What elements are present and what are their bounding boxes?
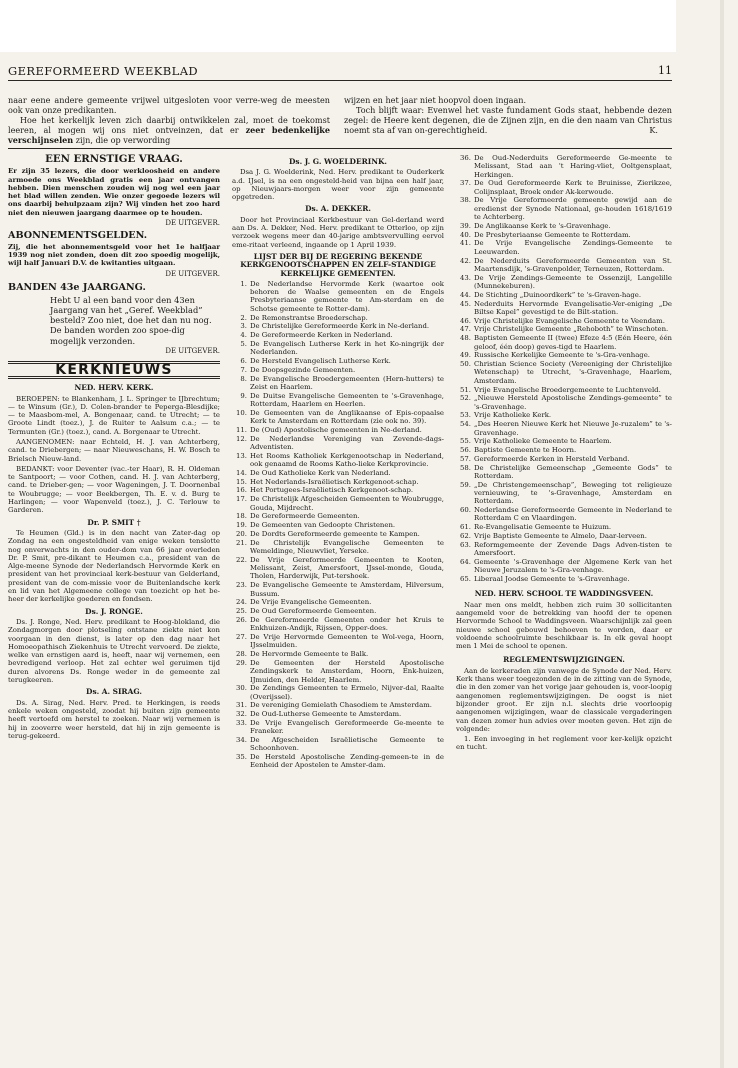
list-item-number: 22. <box>236 555 247 564</box>
list-item-text: De Oud Gereformeerde Gemeenten. <box>250 607 377 616</box>
list-item-number: 3. <box>240 322 247 331</box>
list-item-text: De (Oud) Apostolische gemeenten in Ne-derland. <box>250 425 422 434</box>
list-item-text: De Vrije Zendings-Gemeente te Ossenzijl, Langelille (Munnekeburen). <box>474 273 672 290</box>
list-item <box>456 257 672 274</box>
list-item-number: 5. <box>240 339 247 348</box>
list-item-text: Baptiste Gemeente te Hoorn. <box>474 446 577 455</box>
list-item-number: 62. <box>460 532 471 541</box>
list-item-text: De Hersteld Apostolische Zending-gemeen-te in de Eenheid der Apostelen te Amster-dam. <box>250 753 444 770</box>
list-item <box>456 300 672 317</box>
list-item-number: 44. <box>460 290 471 299</box>
list-item-number: 2. <box>240 313 247 322</box>
reglement-text: Aan de kerkeraden zijn vanwege de Synode der Ned. Herv. Kerk thans weer toegezonden de in de zitting van de Synode, die in den zomer van het vorige jaar gehouden is, voor-loopig aangenomen reglementswijzigingen. De oogst is niet bijzonder groot. Er zijn n.l. slechts drie voorloopig aangenomen wijzigingen, waar de classicale vergaderingen van dezen zomer hun advies over moeten geven. Het zijn de volgende: <box>456 666 672 733</box>
list-item-number: 36. <box>460 154 471 162</box>
list-item <box>232 435 444 452</box>
list-item-number: 58. <box>460 463 471 472</box>
column-2 <box>232 154 444 770</box>
list-item <box>456 532 672 540</box>
list-item <box>232 469 444 477</box>
list-item <box>456 481 672 506</box>
list-item <box>456 360 672 385</box>
scanner-edge-strip <box>720 0 724 1068</box>
list-item-number: 39. <box>460 221 471 230</box>
list-item-number: 23. <box>236 581 247 590</box>
ned-herv-kerk-title: NED. HERV. KERK. <box>74 383 154 393</box>
list-item-text: Vrije Christelijke Gemeente „Rehoboth” te Winschoten. <box>474 325 669 334</box>
intro-left-p2-end: zijn, die op verwording <box>73 135 171 146</box>
list-item-text: Het Rooms Katholiek Kerkgenootschap in Nederland, ook genaamd de Rooms Katho-lieke Kerkprovincie. <box>250 451 444 469</box>
woelderink-title: Ds. J. G. WOELDERINK. <box>289 157 387 166</box>
list-item-number: 35. <box>236 753 247 762</box>
list-item <box>456 420 672 437</box>
list-item-text: De Gemeenten van de Anglikaanse of Epis-copaalse Kerk te Amsterdam en Rotterdam (zie ook no. 39). <box>250 408 444 426</box>
intro-right <box>344 95 672 135</box>
list-item-text: Het Nederlands-Israëlietisch Kerkgenoot-schap. <box>250 477 419 486</box>
list-item-number: 38. <box>460 196 471 205</box>
list-item <box>456 575 672 583</box>
intro-left-p2-start: Hoe het kerkelijk leven zich daarbij ontwikkelen zal, moet de toekomst leeren, al mogen wij ons niet ontveinzen, dat er <box>8 115 330 136</box>
list-item-text: De Dordts Gereformeerde gemeente te Kampen. <box>250 529 420 538</box>
list-item-text: De Gemeenten der Hersteld Apostolische Zendingskerk te Amsterdam, Hoorn, Enk-huizen, IJmuiden, den Helder, Haarlem. <box>250 658 444 684</box>
intro-left-p2 <box>8 115 330 145</box>
list-item-text: De Christelijke Gemeenschap „Gemeente Gods” te Rotterdam. <box>474 463 672 480</box>
list-item <box>232 280 444 313</box>
list-item-text: Russische Kerkelijke Gemeente te 's-Gra-venhage. <box>474 351 650 360</box>
list-item-text: De Vrije Evangelische Gemeenten. <box>250 598 372 607</box>
ernstige-vraag-sig: DE UITGEVER. <box>165 219 220 228</box>
list-item-number: 47. <box>460 325 471 334</box>
list-item-text: De Afgescheiden Israëlietische Gemeente te Schoonhoven. <box>250 736 444 753</box>
list-item-number: 51. <box>460 385 471 394</box>
list-item <box>456 351 672 359</box>
sirag-text: Ds. A. Sirag, Ned. Herv. Pred. te Herkingen, is reeds enkele weken ongesteld, zoodat hij buiten zijn gemeente heeft vertoefd om herstel te zoeken. Naar wij vernemen is hij in zooverre weer hersteld, dat hij in zijn gemeente is terug-gekeerd. <box>8 698 220 740</box>
list-item-text: Vrije Baptiste Gemeente te Almelo, Daar-lerveen. <box>474 532 647 541</box>
kerkgenootschappen-list-2 <box>456 154 672 583</box>
list-item-number: 21. <box>236 538 247 547</box>
list-item <box>456 541 672 558</box>
list-item-number: 48. <box>460 334 471 343</box>
bedankt-text: BEDANKT: voor Deventer (vac.-ter Haar), R. H. Oldeman te Santpoort; — voor Cothen, cand. H. J. van Achterberg, cand. te Drieber-gen; — voor Wageningen, J. T. Doornenbal te Woubrugge; — voor Beekbergen, Th. E. v. d. Burg te Harlingen; — voor Wapenveld (toez.), J. C. Terlouw te Garderen. <box>8 464 220 515</box>
list-item <box>456 523 672 531</box>
school-title: NED. HERV. SCHOOL TE WADDINGSVEEN. <box>474 589 654 599</box>
list-item-text: De Oud-Nederduits Gereformeerde Ge-meente te Melissant, Stad aan 't Haring-vliet, Ooltgensplaat, Herkingen. <box>474 154 672 179</box>
list-item-text: Vrije Evangelische Broedergemeente te Luchtenveld. <box>474 385 661 394</box>
list-item-number: 43. <box>460 273 471 282</box>
list-item-text: Reformgemeente der Zevende Dags Adven-tisten te Amersfoort. <box>474 540 672 558</box>
list-item-number: 26. <box>236 615 247 624</box>
list-item-text: Het Portugees-Israëlietisch Kerkgenoot-schap. <box>250 486 414 495</box>
ernstige-vraag-text: Er zijn 35 lezers, die door werkloosheid en andere armoede ons Weekblad gratis een jaar ontvangen hebben. Dien menschen zouden wij nog wel een jaar het blad willen zenden. Wie onzer gegoede lezers wil ons daarbij behulpzaam zijn? Wij vinden het zoo hard niet den nieuwen jaargang daarmee op te houden. <box>8 167 220 217</box>
list-item-text: Vrije Katholieke Kerk. <box>474 411 552 420</box>
list-item-text: De Presbyteriaanse Gemeente te Rotterdam. <box>474 230 631 239</box>
list-item <box>232 659 444 684</box>
kerkgenootschappen-list-1 <box>232 280 444 770</box>
school-text: Naar men ons meldt, hebben zich ruim 30 sollicitanten aangemeld voor de betrekking van hoofd der te openen Hervormde School te Waddingsveen. Waarschijnlijk zal geen nieuwe school gebouwd behoeven te worden, daar er voldoende schoolruimte beschikbaar is. In elk geval hoopt men 1 Mei de school te openen. <box>456 600 672 651</box>
list-item-text: De Christelijk Evangelische Gemeenten te Wemeldinge, Nieuwvliet, Yerseke. <box>250 538 444 556</box>
list-item-number: 55. <box>460 437 471 446</box>
list-item-number: 27. <box>236 633 247 642</box>
list-item-number: 53. <box>460 411 471 420</box>
list-item-text: De Vrije Hervormde Gemeenten te Wol-vega, Hoorn, IJsselmuiden. <box>250 633 444 650</box>
list-item-number: 15. <box>236 477 247 486</box>
list-item-number: 49. <box>460 351 471 360</box>
banden-sig: DE UITGEVER. <box>165 346 220 355</box>
list-item-text: De Vrije Evangelische Zendings-Gemeente te Leeuwarden. <box>474 239 672 256</box>
list-item <box>232 375 444 392</box>
list-item <box>232 598 444 606</box>
list-item-number: 50. <box>460 360 471 369</box>
list-item-number: 60. <box>460 506 471 515</box>
list-item-text: Vrije Katholieke Gemeente te Haarlem. <box>474 437 612 446</box>
list-item-number: 37. <box>460 179 471 188</box>
list-item-text: De Remonstrantse Broederschap. <box>250 313 368 322</box>
list-item-text: De Gemeenten van Gedoopte Christenen. <box>250 521 396 530</box>
list-item <box>456 196 672 221</box>
list-item <box>232 409 444 426</box>
list-item <box>232 340 444 357</box>
lijst-title: LIJST DER BIJ DE REGERING BEKENDE KERKGENOOTSCHAPPEN EN ZELF-STANDIGE KERKELIJKE GEMEENTEN. <box>240 251 436 278</box>
list-item-number: 11. <box>236 425 247 434</box>
list-item <box>232 331 444 339</box>
list-item-text: De Nederlandse Hervormde Kerk (waartoe ook behoren de Waalse gemeenten en de Engels Presbyteriaanse gemeente te Am-sterdam en de Schotse gemeente te Rotter-dam). <box>250 279 444 313</box>
list-item-text: „Des Heeren Nieuwe Kerk het Nieuwe Je-ruzalem” te 's-Gravenhage. <box>474 420 672 437</box>
list-item <box>456 231 672 239</box>
list-item-text: Baptisten Gemeente II (twee) Efeze 4:5 (Eén Heere, één geloof, één doop) geves-tigd te Haarlem. <box>474 334 672 351</box>
intro-signature-text: K. <box>649 125 658 136</box>
list-item <box>232 314 444 322</box>
list-item-number: 4. <box>240 331 247 340</box>
list-item <box>232 684 444 701</box>
aangenomen-text: AANGENOMEN: naar Echteld, H. J. van Achterberg, cand. te Driebergen; — naar Nieuweschans, H. W. Bosch te Brielsch Nieuw-land. <box>8 438 220 463</box>
list-item-number: 41. <box>460 239 471 248</box>
list-item-number: 1. <box>240 279 247 288</box>
list-item <box>232 322 444 330</box>
column-1 <box>8 154 220 742</box>
list-item <box>232 736 444 753</box>
list-item <box>232 495 444 512</box>
list-item-text: De Oud Katholieke Kerk van Nederland. <box>250 468 391 477</box>
list-item <box>232 719 444 736</box>
list-item-number: 30. <box>236 684 247 693</box>
list-item-number: 9. <box>240 391 247 400</box>
list-item-text: De Christelijke Gereformeerde Kerk in Ne-derland. <box>250 322 430 331</box>
list-item-text: De Gereformeerde Gemeenten onder het Kruis te Enkhuizen-Andijk, Rijssen, Opper-does. <box>250 615 444 633</box>
reglement-item: 1. Een invoeging in het reglement voor ker-kelijk opzicht en tucht. <box>456 735 672 752</box>
list-item-text: De Christelijk Afgescheiden Gemeenten te Woubrugge, Gouda, Mijdrecht. <box>250 495 444 512</box>
list-item-number: 14. <box>236 468 247 477</box>
list-item-number: 54. <box>460 420 471 429</box>
list-item <box>456 325 672 333</box>
list-item-text: De Evangelische Gemeente te Amsterdam, Hilversum, Bussum. <box>250 581 444 598</box>
list-item-number: 13. <box>236 451 247 460</box>
list-item <box>456 179 672 196</box>
abonnement-title: ABONNEMENTSGELDEN. <box>8 230 148 242</box>
list-item-number: 52. <box>460 394 471 403</box>
list-item <box>232 521 444 529</box>
list-item-text: Gereformeerde Kerken in Hersteld Verband. <box>474 454 630 463</box>
list-item <box>232 392 444 409</box>
list-item-number: 8. <box>240 374 247 383</box>
list-item <box>232 366 444 374</box>
list-item <box>456 411 672 419</box>
list-item <box>456 222 672 230</box>
list-item-text: De Hersteld Evangelisch Lutherse Kerk. <box>250 357 391 366</box>
list-item-text: Nederduits Hervormde Evangelisatie-Ver-eniging „De Biltse Kapel” gevestigd te de Bilt-station. <box>474 299 672 316</box>
list-item-text: Liberaal Joodse Gemeente te 's-Gravenhage. <box>474 575 630 584</box>
intro-left-p1: naar eene andere gemeente vrijwel uitgesloten voor verre-weg de meesten ook van onze predikanten. <box>8 95 330 116</box>
ernstige-vraag-title: EEN ERNSTIGE VRAAG. <box>45 153 183 165</box>
list-item-number: 31. <box>236 701 247 710</box>
list-item-number: 28. <box>236 650 247 659</box>
column-3 <box>456 154 672 754</box>
intro-right-p2: Toch blijft waar: Evenwel het vaste fundament Gods staat, hebbende dezen zegel: de Heere kent degenen, die de Zijnen zijn, en die den naam van Christus noemt sta af van on-gerechtigheid. <box>344 105 672 136</box>
kerknieuws-banner <box>8 361 220 379</box>
list-item <box>232 710 444 718</box>
list-item <box>232 633 444 650</box>
list-item <box>456 446 672 454</box>
list-item <box>456 394 672 411</box>
list-item <box>232 607 444 615</box>
list-item-text: Nederlandse Gereformeerde Gemeente in Nederland te Rotterdam C en Vlaardingen. <box>474 506 672 523</box>
list-item <box>232 530 444 538</box>
list-item <box>456 154 672 179</box>
list-item <box>232 556 444 581</box>
list-item-number: 18. <box>236 512 247 521</box>
list-item-number: 24. <box>236 598 247 607</box>
list-item-text: De Nederlandse Vereniging van Zevende-dags-Adventisten. <box>250 434 444 451</box>
banden-title: BANDEN 43e JAARGANG. <box>8 281 146 293</box>
list-item <box>232 357 444 365</box>
list-item-number: 42. <box>460 256 471 265</box>
list-item <box>456 291 672 299</box>
woelderink-text: Dsa J. G. Woelderink, Ned. Herv. predikant te Ouderkerk a.d. IJsel, is na een ongesteld-heid van bijna een half jaar, op Nieuwjaars-morgen weer voor zijn gemeente opgetreden. <box>232 168 444 202</box>
beroepen-text: BEROEPEN: te Blankenham, J. L. Springer te IJbrechtum; — te Winsum (Gr.), D. Colen-brander te Peperga-Blesdijke; — te Maasbom-mel, A. Bongenaar, cand. te Utrecht; — te Groote Lindt (toez.), J. de Ruiter te Aalsum c.a.; — te Termunten (Gr.) (toez.), cand. A. Borgenaar te Utrecht. <box>8 394 220 436</box>
list-item-text: „Nieuwe Hersteld Apostolische Zendings-gemeente” te 's-Gravenhage. <box>474 394 672 411</box>
list-item-text: De Oud-Lutherse Gemeente te Amsterdam. <box>250 710 402 719</box>
list-item-number: 19. <box>236 521 247 530</box>
list-item-number: 16. <box>236 486 247 495</box>
list-item <box>232 581 444 598</box>
list-item <box>456 334 672 351</box>
list-item-number: 33. <box>236 719 247 727</box>
list-item-text: De vereniging Gemielath Chasodiem te Amsterdam. <box>250 701 432 710</box>
list-item-number: 56. <box>460 446 471 455</box>
list-item-text: Gemeente 's-Gravenhage der Algemene Kerk van het Nieuwe Jeruzalem te 's-Gra-venhage. <box>474 557 672 575</box>
list-item <box>232 753 444 770</box>
list-item-number: 7. <box>240 365 247 374</box>
smit-title: Dr. P. SMIT † <box>87 517 141 527</box>
list-item-text: Re-Evangelisatie Gemeente te Huizum. <box>474 523 612 532</box>
abonnement-sig: DE UITGEVER. <box>165 269 220 278</box>
list-item <box>456 506 672 523</box>
list-item-number: 64. <box>460 557 471 566</box>
list-item-text: De Vrije Evangelisch Gereformeerde Ge-meente te Franeker. <box>250 719 444 736</box>
list-item-number: 10. <box>236 408 247 417</box>
intro-right-p1: wijzen en het jaar niet hoopvol doen ingaan. <box>344 95 527 105</box>
list-item-text: De Stichting „Duinoordkerk” te 's-Graven-hage. <box>474 290 642 299</box>
list-item-number: 32. <box>236 710 247 719</box>
list-item-text: De Duitse Evangelische Gemeenten te 's-Gravenhage, Rotterdam, Haarlem en Heerlen. <box>250 391 444 409</box>
list-item-text: De Oud Gereformeerde Kerk te Bruinisse, Zierikzee, Colijnsplaat, Broek onder Ak-kerwoude. <box>474 179 672 196</box>
list-item-number: 65. <box>460 575 471 584</box>
intro-left-p2-bold: zeer bedenkelijke verschijnselen <box>8 125 330 146</box>
list-item-text: „De Christengemeenschap”, Beweging tot religieuze vernieuwing, te 's-Gravenhage, Amsterdam en Rotterdam. <box>474 480 672 506</box>
list-item-number: 34. <box>236 736 247 745</box>
banden-text: Hebt U al een band voor den 43en Jaargang van het „Geref. Weekblad” besteld? Zoo niet, doe het dan nu nog. De banden worden zoo spoe-dig mogelijk verzonden. <box>50 295 212 346</box>
list-item-number: 61. <box>460 523 471 532</box>
list-item-text: De Gereformeerde Kerken in Nederland. <box>250 331 393 340</box>
list-item <box>456 317 672 325</box>
running-head <box>8 64 672 81</box>
intro-left <box>8 95 330 145</box>
list-item-number: 40. <box>460 230 471 239</box>
sirag-title: Ds. A. SIRAG. <box>86 687 142 697</box>
abonnement-text: Zij, die het abonnementsgeld voor het 1e halfjaar 1939 nog niet zonden, doen dit zoo spoedig mogelijk, wijl half Januari D.V. de kwitanties uitgaan. <box>8 242 220 268</box>
list-item-number: 6. <box>240 357 247 366</box>
list-item-number: 12. <box>236 434 247 443</box>
list-item <box>232 650 444 658</box>
list-item-text: De Vrije Gereformeerde gemeente gewijd aan de eredienst der Synode Nationaal, ge-houden 1618/1619 te Achterberg. <box>474 196 672 222</box>
publication-title: GEREFORMEERD WEEKBLAD <box>8 64 199 78</box>
list-item-text: De Evangelische Broedergemeenten (Hern-hutters) te Zeist en Haarlem. <box>250 374 444 391</box>
ronge-text: Ds. J. Ronge, Ned. Herv. predikant te Hoog-blokland, die Zondagmorgen door plotseling ontstane ziekte niet kon voorgaan in den dienst, is later op den dag naar het Homoeopathisch Ziekenhuis te Utrecht vervoerd. De ziekte, welke van ernstigen aard is, heeft, naar wij vernemen, een bevredigend verloop. Het zal echter wel geruimen tijd duren alvorens Ds. Ronge weder in de gemeente zal terugkeeren. <box>8 617 220 685</box>
list-item-number: 20. <box>236 529 247 538</box>
ronge-title: Ds. J. RONGE. <box>85 606 143 616</box>
section-rule <box>8 148 672 149</box>
list-item-text: De Anglikaanse Kerk te 's-Gravenhage. <box>474 221 611 230</box>
list-item-text: De Nederduits Gereformeerde Gemeenten van St. Maartensdijk, 's-Gravenpolder, Terneuzen, Rotterdam. <box>474 256 672 273</box>
list-item <box>232 616 444 633</box>
list-item-number: 45. <box>460 299 471 308</box>
list-item-text: De Vrije Gereformeerde Gemeenten te Kooten, Melissant, Zeist, Amersfoort, IJssel-monde, Gouda, Tholen, Harderwijk, Put-tershoek. <box>250 555 444 581</box>
list-item <box>232 452 444 469</box>
dekker-text: Door het Provinciaal Kerkbestuur van Gel-derland werd aan Ds. A. Dekker, Ned. Herv. predikant te Otterloo, op zijn verzoek wegens meer dan 40-jarige ambtsvervulling eervol eme-ritaat verleend, ingaande op 1 April 1939. <box>232 215 444 249</box>
dekker-title: Ds. A. DEKKER. <box>305 204 371 214</box>
list-item <box>456 464 672 481</box>
smit-text: Te Heumen (Gld.) is in den nacht van Zater-dag op Zondag na een ongesteldheid van enige weken tenslotte nog onverwachts in den ouder-dom van 66 jaar overleden Dr. P. Smit, pre-dikant te Heumen c.a., president van de Alge-meene Synode der Nederlandsch Hervormde Kerk en president van het provinciaal kerk-bestuur van Gelderland, president van de com-missie voor de Buitenlandsche kerk en lid van het Algemeene college van toezicht op het be-heer der kerkelijke goederen en fondsen. <box>8 528 220 604</box>
list-item-number: 29. <box>236 658 247 667</box>
page-number: 11 <box>658 64 672 77</box>
list-item-number: 59. <box>460 480 471 489</box>
list-item <box>456 239 672 256</box>
list-item <box>232 539 444 556</box>
list-item <box>232 701 444 709</box>
list-item <box>456 437 672 445</box>
list-item-number: 17. <box>236 495 247 504</box>
list-item <box>232 512 444 520</box>
list-item-text: De Gereformeerde Gemeenten. <box>250 512 360 521</box>
list-item <box>232 486 444 494</box>
list-item <box>456 274 672 291</box>
list-item <box>232 478 444 486</box>
list-item <box>456 558 672 575</box>
kerknieuws-title: KERKNIEUWS <box>55 361 173 378</box>
list-item-text: De Zendings Gemeenten te Ermelo, Nijver-dal, Raalte (Overijssel). <box>250 684 444 701</box>
scanner-margin <box>676 0 738 1068</box>
list-item-text: Christian Science Society (Vereeniging der Christelijke Wetenschap) te Utrecht, 's-Gravenhage, Haarlem, Amsterdam. <box>474 360 672 385</box>
list-item <box>456 386 672 394</box>
list-item-number: 46. <box>460 316 471 325</box>
list-item-text: Vrije Christelijke Evangelische Gemeente te Veendam. <box>474 316 665 325</box>
list-item-text: De Hervormde Gemeente te Balk. <box>250 650 369 659</box>
list-item-number: 25. <box>236 607 247 616</box>
list-item-number: 57. <box>460 454 471 463</box>
list-item-text: De Doopsgezinde Gemeenten. <box>250 365 356 374</box>
reglement-title: REGLEMENTSWIJZIGINGEN. <box>503 655 625 665</box>
list-item-text: De Evangelisch Lutherse Kerk in het Ko-ningrijk der Nederlanden. <box>250 339 444 357</box>
list-item-number: 63. <box>460 540 471 549</box>
list-item <box>456 455 672 463</box>
scan-top-margin <box>0 0 738 52</box>
list-item <box>232 426 444 434</box>
